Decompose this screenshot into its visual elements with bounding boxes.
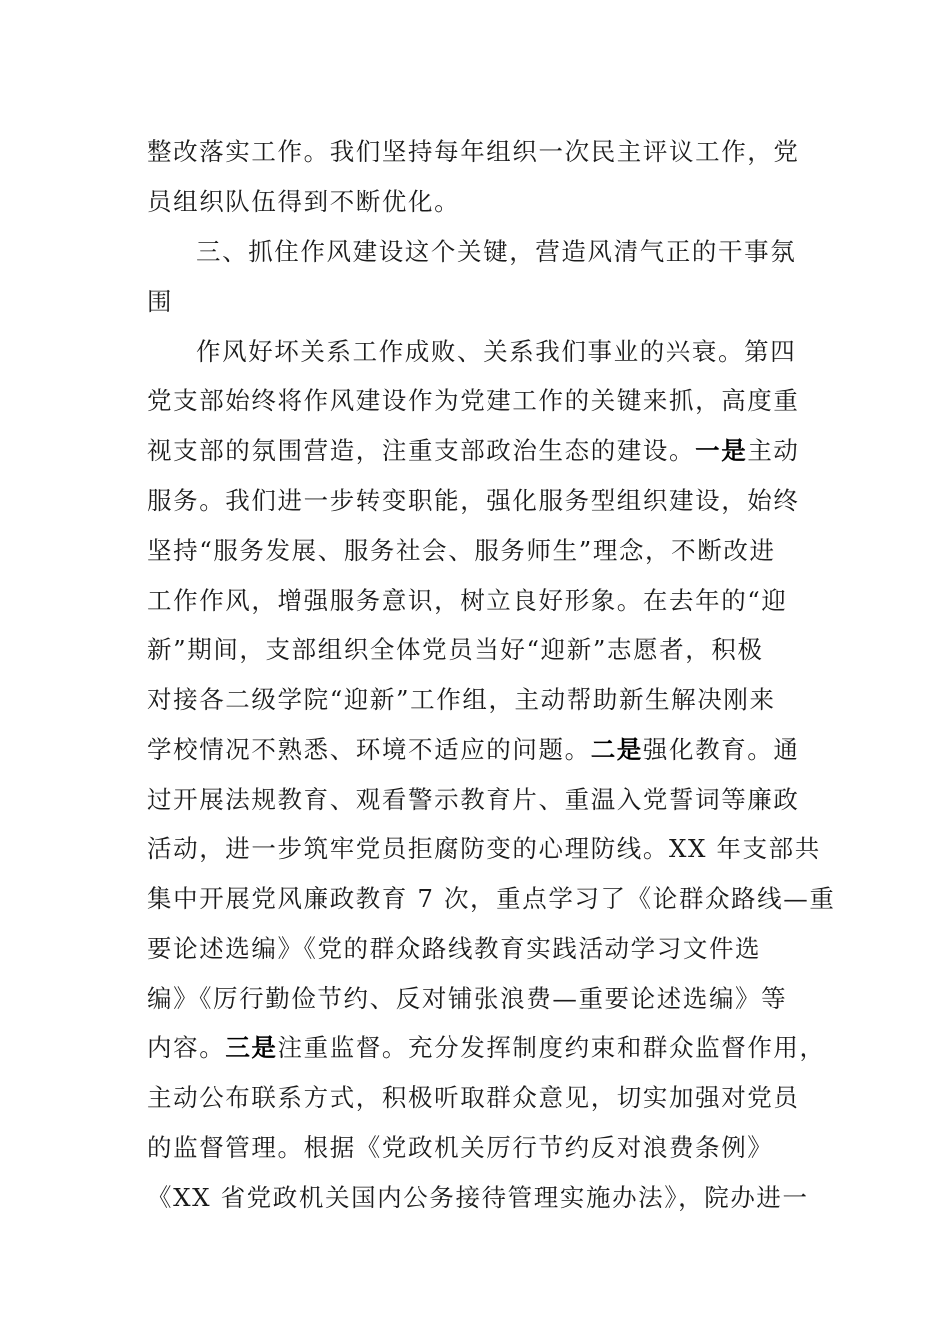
text-span: 注重监督。充分发挥制度约束和群众监督作用，	[277, 1033, 826, 1062]
text-span: 视支部的氛围营造，注重支部政治生态的建设。	[147, 436, 696, 465]
bold-keyword: 三是	[225, 1033, 278, 1062]
text-line: 作风好坏关系工作成败、关系我们事业的兴衰。第四	[196, 337, 797, 366]
text-line: 过开展法规教育、观看警示教育片、重温入党誓词等廉政	[147, 785, 800, 814]
text-span: 学校情况不熟悉、环境不适应的问题。	[147, 735, 591, 764]
section-heading-continued: 围	[147, 287, 174, 316]
text-line	[147, 436, 827, 466]
text-line: 员组织队伍得到不断优化。	[147, 187, 461, 216]
text-line: 主动公布联系方式，积极听取群众意见，切实加强对党员	[147, 1083, 800, 1112]
bold-keyword: 一是	[695, 436, 748, 465]
text-line: 要论述选编》《党的群众路线教育实践活动学习文件选	[147, 934, 762, 963]
text-line: 工作作风，增强服务意识，树立良好形象。在去年的“迎	[147, 586, 788, 615]
text-line: 党支部始终将作风建设作为党建工作的关键来抓，高度重	[147, 386, 800, 415]
text-span: 强化教育。通	[642, 735, 800, 764]
text-line: 新”期间，支部组织全体党员当好“迎新”志愿者，积极	[147, 635, 764, 664]
text-span: 主动	[747, 436, 800, 465]
bold-keyword: 二是	[590, 735, 643, 764]
text-line: 《XX 省党政机关国内公务接待管理实施办法》，院办进一	[147, 1183, 809, 1212]
text-line: 集中开展党风廉政教育 7 次，重点学习了《论群众路线—重	[147, 884, 836, 913]
text-line: 整改落实工作。我们坚持每年组织一次民主评议工作，党	[147, 137, 800, 166]
text-line: 坚持“服务发展、服务社会、服务师生”理念，不断改进	[147, 536, 776, 565]
text-line: 活动，进一步筑牢党员拒腐防变的心理防线。XX 年支部共	[147, 834, 821, 863]
text-line	[147, 735, 827, 765]
text-span: 内容。	[147, 1033, 226, 1062]
text-line	[147, 1033, 827, 1063]
text-line: 对接各二级学院“迎新”工作组，主动帮助新生解决刚来	[147, 685, 776, 714]
text-line: 编》《厉行勤俭节约、反对铺张浪费—重要论述选编》等	[147, 984, 788, 1013]
section-heading: 三、抓住作风建设这个关键，营造风清气正的干事氛	[196, 237, 797, 266]
text-line: 服务。我们进一步转变职能，强化服务型组织建设，始终	[147, 486, 800, 515]
text-line: 的监督管理。根据《党政机关厉行节约反对浪费条例》	[147, 1133, 774, 1162]
